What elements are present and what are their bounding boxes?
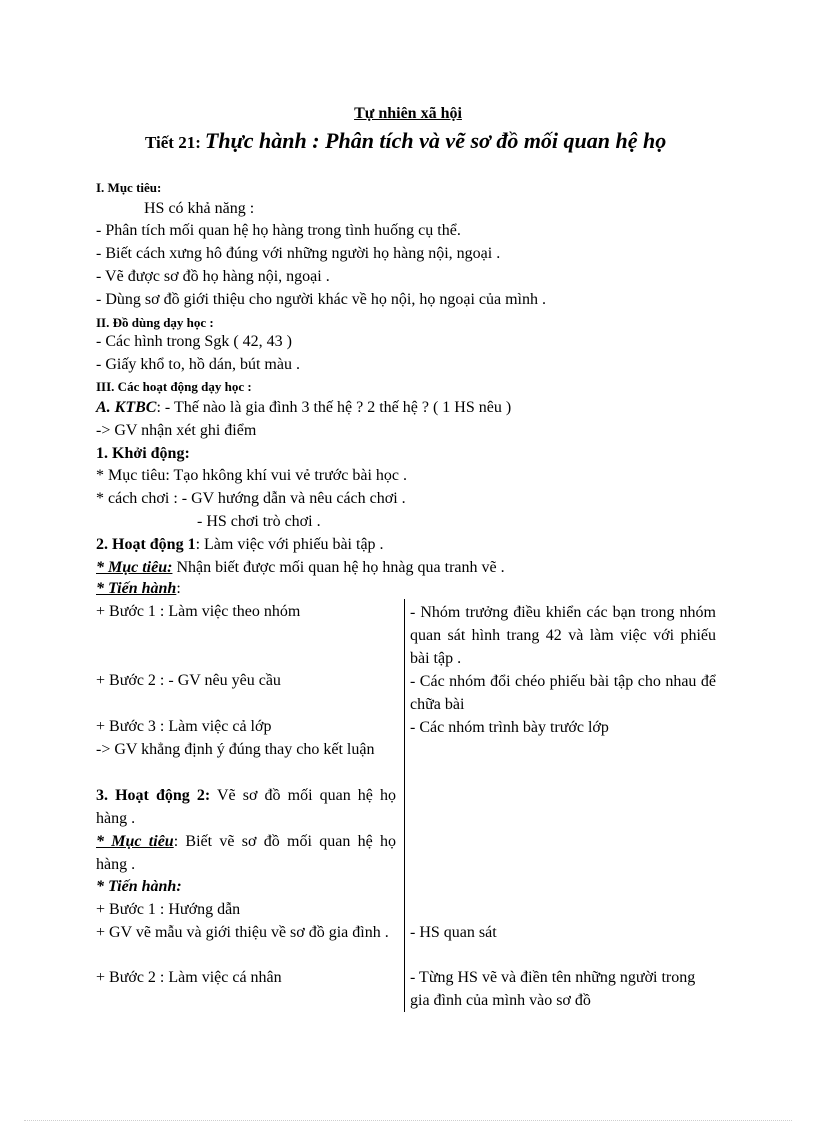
subject-title: Tự nhiên xã hội — [354, 105, 462, 122]
activity-1-process-colon: : — [176, 580, 181, 597]
activity-1-label: 2. Hoạt động 1 — [96, 536, 196, 553]
objective-item: - Phân tích mối quan hệ họ hàng trong tình huống cụ thể. — [96, 222, 461, 239]
activity-2-text: Vẽ sơ đồ mối quan hệ họ hàng . — [96, 787, 396, 827]
table-row-right: - Các nhóm đổi chéo phiếu bài tập cho nhau để chữa bài — [410, 673, 716, 713]
material-item: - Các hình trong Sgk ( 42, 43 ) — [96, 333, 292, 350]
lesson-title-line — [145, 127, 666, 158]
objective-item: - Dùng sơ đồ giới thiệu cho người khác về họ nội, họ ngoại của mình . — [96, 291, 546, 308]
table-row-left: + Bước 3 : Làm việc cả lớp — [96, 718, 272, 735]
activity-1-goal-label: * Mục tiêu: — [96, 559, 173, 576]
objectives-heading: I. Mục tiêu: — [96, 180, 162, 195]
lesson-number: Tiết 21: — [145, 133, 201, 152]
warmup-play-2: - HS chơi trò chơi . — [197, 513, 321, 530]
activity-2-step-1: + Bước 1 : Hướng dẫn — [96, 901, 241, 918]
activity-2-goal-label: * Mục tiêu — [96, 833, 174, 850]
warmup-play-1: * cách chơi : - GV hướng dẫn và nêu cách chơi . — [96, 490, 406, 507]
table-row-right: - HS quan sát — [410, 924, 497, 941]
activity-2-goal-text: : Biết vẽ sơ đồ mối quan hệ họ hàng . — [96, 833, 396, 873]
materials-heading: II. Đồ dùng dạy học : — [96, 315, 214, 330]
activity-1-text: : Làm việc với phiếu bài tập . — [195, 536, 384, 553]
warmup-goal: * Mục tiêu: Tạo hkông khí vui vẻ trước bài học . — [96, 467, 407, 484]
table-row-left: + Bước 2 : Làm việc cá nhân — [96, 969, 282, 986]
table-row-left: + Bước 2 : - GV nêu yêu cầu — [96, 672, 281, 689]
objective-item: - Vẽ được sơ đồ họ hàng nội, ngoại . — [96, 268, 330, 285]
ktbc-note: -> GV nhận xét ghi điểm — [96, 422, 257, 439]
warmup-heading: 1. Khởi động: — [96, 445, 190, 462]
activity-1-process-label: * Tiến hành — [96, 580, 177, 597]
activities-heading: III. Các hoạt động dạy học : — [96, 379, 252, 394]
ktbc-label: A. KTBC — [96, 399, 157, 416]
activity-1-heading — [96, 534, 384, 556]
conclusion-note: -> GV khẳng định ý đúng thay cho kết luận — [96, 741, 375, 758]
objectives-intro: HS có khả năng : — [144, 200, 255, 217]
ktbc-line — [96, 397, 511, 419]
activity-2-process — [96, 876, 182, 898]
activity-2-heading — [96, 784, 396, 830]
column-divider — [404, 599, 405, 1012]
objective-item: - Biết cách xưng hô đúng với những người họ hàng nội, ngoại . — [96, 245, 501, 262]
table-row-left: + GV vẽ mẫu và giới thiệu về sơ đồ gia đình . — [96, 924, 389, 941]
table-row-right: - Các nhóm trình bày trước lớp — [410, 719, 609, 736]
ktbc-text: : - Thế nào là gia đình 3 thế hệ ? 2 thế hệ ? ( 1 HS nêu ) — [156, 399, 512, 416]
activity-1-process — [96, 578, 181, 600]
table-row-right: - Từng HS vẽ và điền tên những người trong gia đình của mình vào sơ đồ — [410, 969, 696, 1009]
activity-2-label: 3. Hoạt động 2: — [96, 787, 211, 804]
activity-2-process-label: * Tiến hành: — [96, 878, 182, 895]
table-row-right: - Nhóm trưởng điều khiển các bạn trong nhóm quan sát hình trang 42 và làm việc với phiếu bài tập . — [410, 604, 716, 667]
lesson-title: Thực hành : Phân tích và vẽ sơ đồ mối quan hệ họ — [204, 128, 667, 153]
material-item: - Giấy khổ to, hồ dán, bút màu . — [96, 356, 300, 373]
activity-1-goal-text: Nhận biết được mối quan hệ họ hnàg qua tranh vẽ . — [172, 559, 505, 576]
page-edge-dotted-line — [24, 1120, 792, 1121]
table-row-left: + Bước 1 : Làm việc theo nhóm — [96, 603, 301, 620]
activity-2-goal — [96, 830, 396, 876]
activity-1-goal — [96, 557, 505, 579]
